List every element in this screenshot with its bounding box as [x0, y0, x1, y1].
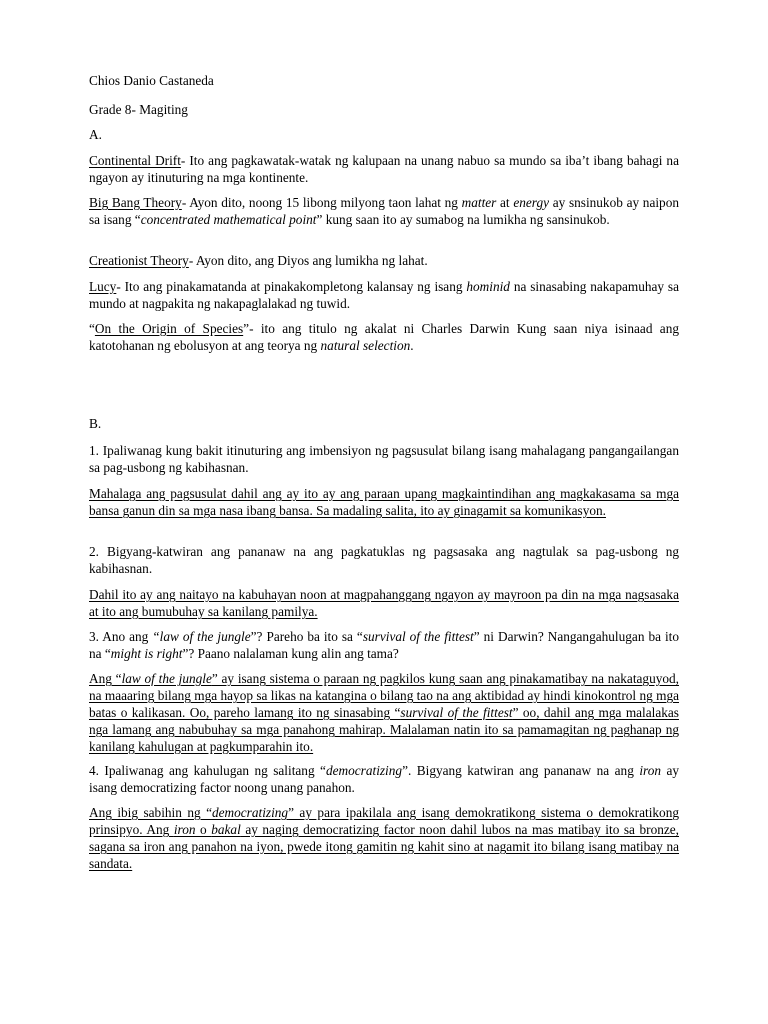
author-name: Chios Danio Castaneda — [89, 73, 214, 88]
question-text: 4. Ipaliwanag ang kahulugan ng salitang “ — [89, 763, 326, 778]
italic-term: survival of the fittest — [400, 705, 513, 720]
section-b-label: B. — [89, 416, 102, 431]
italic-term: iron — [173, 822, 196, 837]
def-origin-of-species — [89, 320, 679, 354]
italic-term: energy — [513, 195, 550, 210]
def-text: - Ito ang pinakamatanda at pinakakompletong kalansay ng isang — [116, 279, 467, 294]
def-text: ay snsinukob ay naipon sa isang “ — [89, 195, 679, 227]
italic-term: matter — [461, 195, 497, 210]
italic-term: survival of the fittest — [362, 629, 474, 644]
def-text: - Ayon dito, ang Diyos ang lumikha ng lahat. — [188, 253, 428, 268]
question-4 — [89, 762, 679, 796]
italic-term: law of the jungle — [121, 671, 212, 686]
term-continental-drift: Continental Drift — [89, 153, 181, 168]
answer-3 — [89, 670, 679, 755]
def-text: . — [410, 338, 414, 353]
italic-term: concentrated mathematical point — [140, 212, 317, 227]
term-creationist: Creationist Theory — [89, 253, 189, 268]
def-big-bang — [89, 194, 679, 228]
grade-section: Grade 8- Magiting — [89, 102, 188, 117]
answer-text: Ang “ — [89, 671, 122, 686]
italic-term: hominid — [466, 279, 510, 294]
italic-term: democratizing — [211, 805, 289, 820]
answer-text: ” ay isang sistema o paraan ng pagkilos kung saan ang pinakamatibay na nakataguyod, na maaaring bilang mga hayop sa likas na katangina o bilang tao na ang aktibidad ay hindi kinokontrol ng mga batas o kalikasan. Oo, pareho lamang ito ng sinasabing “ — [89, 671, 679, 720]
question-3 — [89, 628, 679, 662]
def-lucy — [89, 278, 679, 312]
def-text: - Ayon dito, noong 15 libong milyong taon lahat ng — [181, 195, 462, 210]
quote-mark: “ — [89, 321, 95, 336]
answer-text: o — [195, 822, 212, 837]
def-continental-drift — [89, 152, 679, 186]
term-origin-of-species: On the Origin of Species — [94, 321, 244, 336]
answer-text: Ang ibig sabihin ng “ — [89, 805, 212, 820]
term-lucy: Lucy — [89, 279, 117, 294]
def-text: at — [496, 195, 514, 210]
answer-1: Mahalaga ang pagsusulat dahil ang ay ito ay ang paraan upang magkaintindihan ang magkakasama sa mga bansa ganun din sa mga nasa ibang bansa. Sa madaling salita, ito ay ginagamit sa komunikasyon. — [89, 486, 679, 518]
italic-term: bakal — [211, 822, 241, 837]
def-creationist — [89, 252, 679, 269]
def-text: ”- ito ang titulo ng akalat ni Charles Darwin Kung saan niya isinaad ang katotohanan ng ebolusyon at ang teorya ng — [89, 321, 680, 353]
italic-term: democratizing — [325, 763, 403, 778]
question-text: 3. Ano ang — [89, 629, 153, 644]
question-text: ”? Paano nalalaman kung alin ang tama? — [182, 646, 399, 661]
def-text: na sinasabing nakapamuhay sa mundo at nagpakita ng nakapaglalakad ng tuwid. — [89, 279, 679, 311]
term-big-bang: Big Bang Theory — [89, 195, 182, 210]
answer-text: ” oo, dahil ang mga malalakas nga lamang ang nabubuhay sa mga panahong mahirap. Malalaman natin ito sa pamamagitan ng paghanap ng kanilang kahulugan at pagkumparahin ito. — [89, 705, 679, 754]
def-text: ” kung saan ito ay sumabog na lumikha ng sansinukob. — [316, 212, 610, 227]
italic-term: “law of the jungle — [152, 629, 251, 644]
italic-term: might is right — [110, 646, 183, 661]
question-2: 2. Bigyang-katwiran ang pananaw na ang pagkatuklas ng pagsasaka ang nagtulak sa pag-usbong ng kabihasnan. — [89, 544, 679, 576]
question-text: ”? Pareho ba ito sa “ — [250, 629, 363, 644]
question-text: ay isang democratizing factor noong unang panahon. — [89, 763, 680, 795]
section-a-label: A. — [89, 127, 102, 142]
answer-text: ay naging democratizing factor noon dahil lubos na mas matibay ito sa bronze, sagana sa iron ang panahon na iyon, pwede itong gamitin ng kahit sino at nagamit ito bilang isang matibay na sandata. — [89, 822, 679, 871]
answer-text: ” ay para ipakilala ang isang demokratikong sistema o demokratikong prinsipyo. Ang — [89, 805, 679, 837]
def-text: - Ito ang pagkawatak-watak ng kalupaan na unang nabuo sa mundo sa iba’t ibang bahagi na ngayon ay itinuturing na mga kontinente. — [89, 153, 679, 185]
question-text: ” ni Darwin? Nangangahulugan ba ito na “ — [89, 629, 680, 661]
italic-term: iron — [639, 763, 661, 778]
question-1: 1. Ipaliwanag kung bakit itinuturing ang imbensiyon ng pagsusulat bilang isang mahalagang pangangailangan sa pag-usbong ng kabihasnan. — [89, 443, 679, 475]
question-text: ”. Bigyang katwiran ang pananaw na ang — [402, 763, 640, 778]
italic-term: natural selection — [320, 338, 411, 353]
answer-2: Dahil ito ay ang naitayo na kabuhayan noon at magpahanggang ngayon ay mayroon pa din na mga nagsasaka at ito ang bumubuhay sa kanilang pamilya. — [89, 587, 679, 619]
answer-4 — [89, 804, 679, 872]
